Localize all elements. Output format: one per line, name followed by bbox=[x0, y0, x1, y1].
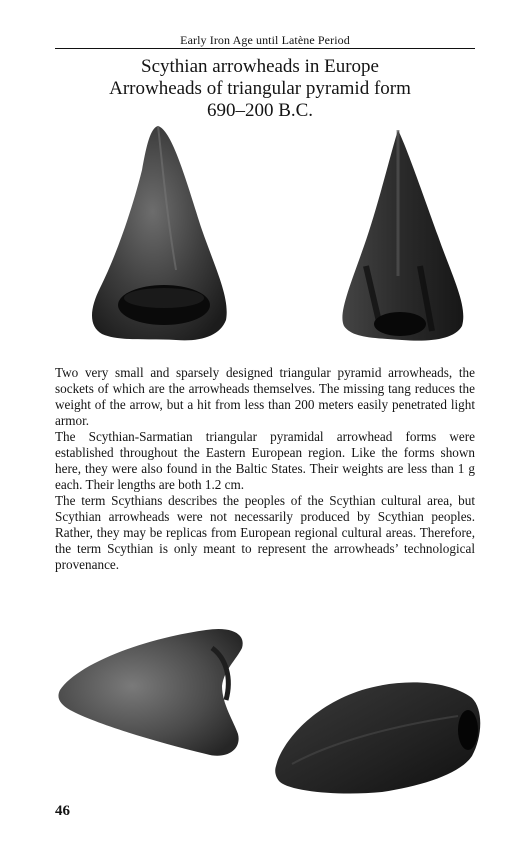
header-rule bbox=[55, 48, 475, 49]
title-block bbox=[40, 56, 480, 122]
paragraph-1: Two very small and sparsely designed triangular pyramid arrowheads, the sockets of which are the arrowheads themselves. The missing tang reduces the weight of the arrow, but a hit from less than 200 meters easily penetrated light armor. bbox=[55, 365, 475, 428]
arrowhead-photo-lying-right bbox=[272, 676, 486, 800]
arrowhead-photo-lying-left bbox=[56, 618, 252, 766]
arrowhead-photo-side bbox=[328, 126, 478, 354]
title-line-1: Scythian arrowheads in Europe bbox=[141, 56, 379, 77]
body-text bbox=[55, 365, 475, 573]
title-line-2: Arrowheads of triangular pyramid form bbox=[109, 78, 411, 99]
arrowhead-photo-front bbox=[80, 120, 240, 350]
title-line-3: 690–200 B.C. bbox=[206, 100, 314, 121]
paragraph-2: The Scythian-Sarmatian triangular pyramidal arrowhead forms were established throughout the Eastern European region. Like the forms shown here, they were also found in the Baltic States. Their weights are less than 1 g each. Their lengths are both 1.2 cm. bbox=[55, 429, 475, 492]
running-head: Early Iron Age until Latène Period bbox=[180, 33, 350, 47]
page-number: 46 bbox=[55, 803, 70, 819]
paragraph-3: The term Scythians describes the peoples of the Scythian cultural area, but Scythian arrowheads were not necessarily produced by Scythian peoples. Rather, they may be replicas from European regional cultural areas. Therefore, the term Scythian is only meant to represent the arrowheads’ technological provenance. bbox=[55, 493, 475, 572]
